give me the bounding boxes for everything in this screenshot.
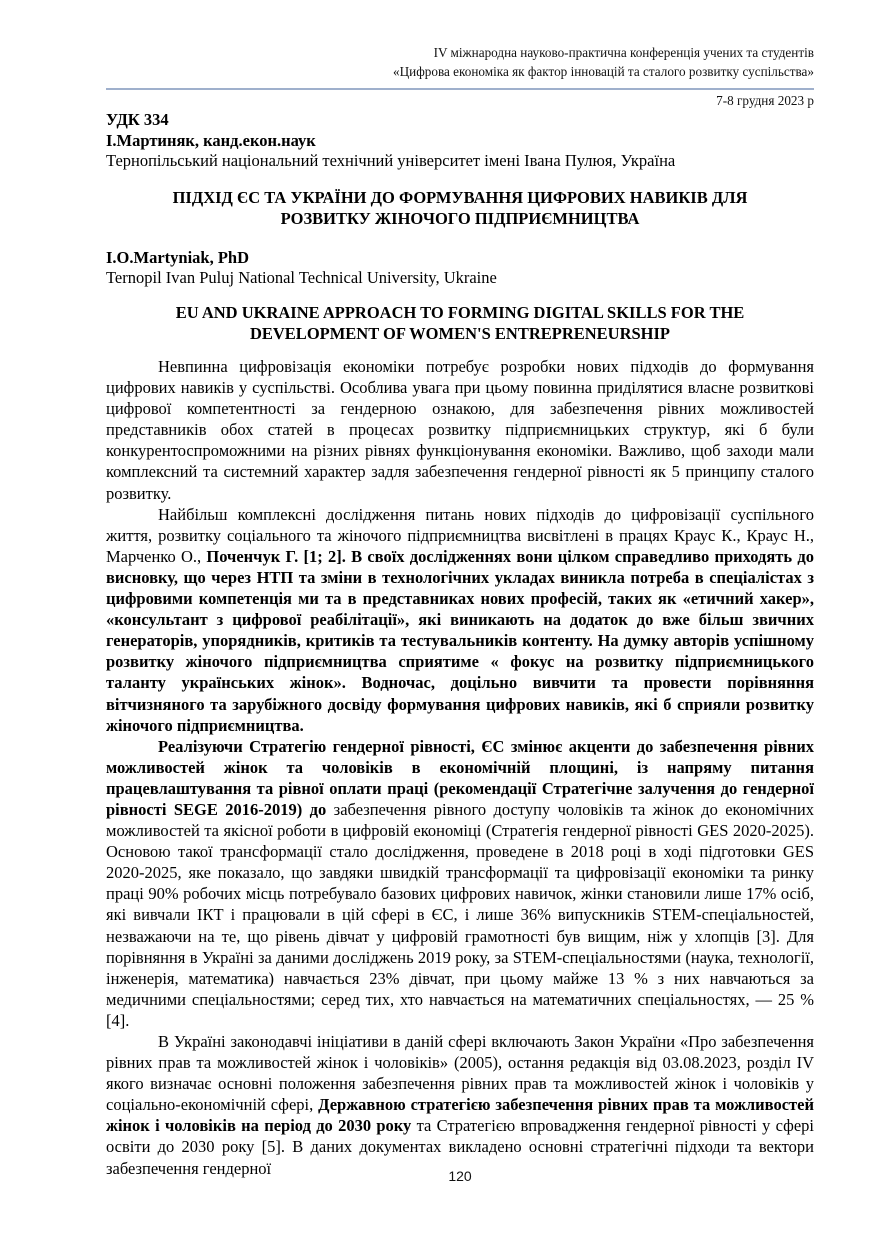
paragraph-4-bold: Державною стратегією забезпечення рівних прав та можливостей жінок і чоловіків на період до 2030 року <box>106 1095 814 1136</box>
paper-title-en <box>106 302 814 344</box>
paragraph-2-text: Найбільш комплексні дослідження питань нових підходів до цифровізації суспільного життя, розвитку соціального та жіночого підприємництва висвітлені в працях Краус К., Краус Н., Марченко О., <box>106 504 814 566</box>
paragraph-2 <box>106 504 814 736</box>
title-en-line2: DEVELOPMENT OF WOMEN'S ENTREPRENEURSHIP <box>249 324 671 343</box>
paragraph-3 <box>106 736 814 1031</box>
page-number: 120 <box>448 1168 472 1184</box>
paper-title-ua <box>106 187 814 229</box>
paragraph-2-bold: Поченчук Г. [1; 2]. В своїх дослідженнях вони цілком справедливо приходять до висновку, що через НТП та зміни в технологічних укладах виникла потреба в спеціалістах з цифровими компетенція ми та в представниках нових професій, таких як «етичний хакер», «консультант з цифрової реабілітації», які виникають на додаток до вже більш звичних генераторів, упорядників, критиків та тестувальників контенту. На думку авторів успішному розвитку жіночого підприємництва сприятиме « фокус на розвитку підприємницького таланту українських жінок». Водночас, доцільно вивчити та провести порівняння вітчизняного та зарубіжного досвіду формування цифрових навиків, які б сприяли розвитку жіночого підприємництва. <box>106 546 814 735</box>
author-en: I.O.Martyniak, PhD <box>106 248 250 267</box>
udk-code: УДК 334 <box>106 110 169 129</box>
title-en-line1: EU AND UKRAINE APPROACH TO FORMING DIGITAL SKILLS FOR THE <box>175 303 745 322</box>
author-ua: І.Мартиняк, канд.екон.наук <box>106 131 316 150</box>
title-ua-line2: РОЗВИТКУ ЖІНОЧОГО ПІДПРИЄМНИЦТВА <box>280 209 640 228</box>
conference-title-line1: IV міжнародна науково-практична конференція учених та студентів <box>433 45 814 60</box>
paragraph-4-text: В Україні законодавчі ініціативи в даній сфері включають Закон України «Про забезпечення рівних прав та можливостей жінок і чоловіків» (2005), остання редакція від 03.08.2023, розділ IV якого визначає основні положення забезпечення рівних прав та можливостей жінок і чоловіків у соціально-економічній сфері, <box>106 1032 814 1115</box>
conference-title-line2: «Цифрова економіка як фактор інновацій та сталого розвитку суспільства» <box>393 64 814 79</box>
paragraph-4-tail: та Стратегією впровадження гендерної рівності у сфері освіти до 2030 року [5]. В даних документах викладено основні стратегічні підходи та вектори забезпечення гендерної <box>106 1116 814 1178</box>
affiliation-en: Ternopil Ivan Puluj National Technical University, Ukraine <box>106 268 497 287</box>
paragraph-4 <box>106 1031 814 1179</box>
paragraph-1 <box>106 356 814 504</box>
conference-date: 7-8 грудня 2023 р <box>716 93 814 108</box>
body-text <box>106 356 814 1179</box>
header-rule <box>106 88 814 90</box>
paragraph-3-bold: Реалізуючи Стратегію гендерної рівності, ЄС змінює акценти до забезпечення рівних можливостей жінок та чоловіків в економічній площині, із напряму питання працевлаштування та рівної оплати праці (рекомендації Стратегічне залучення до гендерної рівності SEGE 2016-2019) до <box>106 736 814 819</box>
paragraph-1-text: Невпинна цифровізація економіки потребує розробки нових підходів до формування цифрових навиків у суспільстві. Особлива увага при цьому повинна приділятися власне розвиткові цифрової компетентності за гендерною ознакою, для забезпечення рівних можливостей представників обох статей в процесах розвитку підприємницьких структур, які б були конкурентоспроможними на різних рівнях функціонування економіки. Важливо, щоб заходи мали комплексний та системний характер задля забезпечення гендерної рівності як 5 принципу сталого розвитку. <box>106 357 814 503</box>
title-ua-line1: ПІДХІД ЄС ТА УКРАЇНИ ДО ФОРМУВАННЯ ЦИФРОВИХ НАВИКІВ ДЛЯ <box>172 188 748 207</box>
paragraph-3-text: забезпечення рівного доступу чоловіків та жінок до економічних можливостей та якісної роботи в цифровій економіці (Стратегія гендерної рівності GES 2020-2025). Основою такої трансформації стало дослідження, проведене в 2018 році в ході підготовки GES 2020-2025, яке показало, що завдяки швидкій трансформації та цифровізації економіки та ринку праці 90% робочих місць потребувало базових цифрових навичок, жінки становили лише 17% осіб, які вивчали ІКТ і працювали в цій сфері в ЄС, і лише 36% випускників STEM-спеціальностей, незважаючи на те, що рівень дівчат у цифровій грамотності був вищим, ніж у хлопців [3]. Для порівняння в Україні за даними досліджень 2019 року, за STEM-спеціальностями (наука, технології, інженерія, математика) навчається 23% дівчат, при цьому майже 13 % з них навчаються за медичними спеціальностями; серед тих, хто навчається на математичних спеціальностях, — 25 % [4]. <box>106 799 814 1030</box>
affiliation-ua: Тернопільський національний технічний університет імені Івана Пулюя, Україна <box>106 151 676 170</box>
